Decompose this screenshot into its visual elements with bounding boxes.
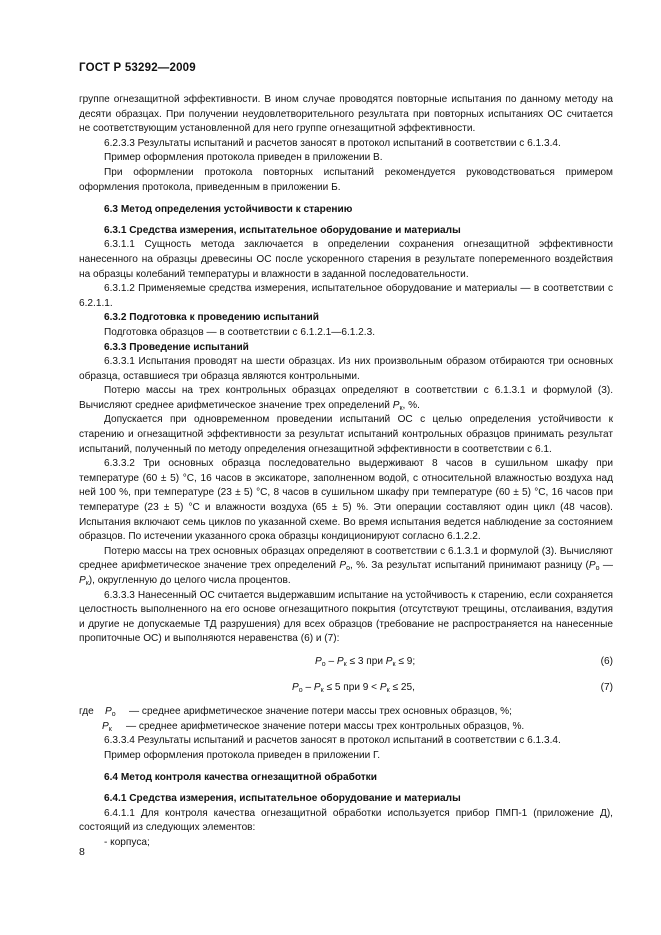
equation-6	[79, 651, 613, 673]
definition-symbol	[105, 705, 116, 720]
document-header: ГОСТ Р 53292—2009	[79, 62, 196, 74]
equation-number: (6)	[600, 655, 613, 667]
subscript-k: к	[386, 686, 390, 694]
text-run: —	[599, 560, 613, 572]
text-run: Потерю массы на трех контрольных образцах определяют в соответствии с 6.1.3.1 и формулой (3). Вычисляют среднее арифметическое значение трех определений	[79, 385, 613, 411]
subscript-k: к	[392, 660, 396, 668]
text-run: , %. За результат испытаний принимают разницу (	[350, 560, 589, 572]
subscript-k: к	[399, 404, 403, 412]
equation-7	[79, 677, 613, 699]
symbol-p: P	[313, 681, 321, 693]
text-run: Потерю массы на трех основных образцах определяют в соответствии с 6.1.3.1 и формулой (3). Вычисляют среднее арифметическое значение трех определений	[79, 545, 613, 572]
text-run: ≤ 9;	[395, 655, 416, 667]
symbol-p: P	[379, 681, 387, 693]
text-run: –	[302, 681, 314, 693]
definition-row	[79, 720, 613, 735]
definition-text: — среднее арифметическое значение потери массы трех контрольных образцов, %.	[126, 720, 525, 732]
equation-expression	[292, 681, 415, 696]
text-run: , %.	[402, 399, 420, 411]
subsection-heading-6-3-1: 6.3.1 Средства измерения, испытательное оборудование и материалы	[104, 224, 461, 236]
paragraph: При оформлении протокола повторных испытаний рекомендуется руководствоваться примером оформления протокола, приведенным в приложении Б.	[79, 166, 613, 193]
subscript-k: к	[343, 660, 347, 668]
subsection-heading-6-4-1: 6.4.1 Средства измерения, испытательное оборудование и материалы	[104, 792, 461, 804]
page-number: 8	[79, 846, 85, 858]
subsection-heading-6-3-3: 6.3.3 Проведение испытаний	[104, 341, 249, 353]
subscript-k: к	[85, 580, 89, 587]
symbol-p: P	[292, 681, 299, 693]
paragraph: 6.4.1.1 Для контроля качества огнезащитной обработки используется прибор ПМП-1 (приложение Д), состоящий из следующих элементов:	[79, 807, 613, 834]
paragraph	[79, 384, 613, 413]
paragraph: 6.3.1.2 Применяемые средства измерения, испытательное оборудование и материалы — в соответствии с 6.2.1.1.	[79, 283, 613, 309]
definition-row	[79, 705, 613, 720]
text-run: ≤ 5 при 9 <	[323, 681, 380, 693]
section-heading-6-4: 6.4 Метод контроля качества огнезащитной обработки	[104, 772, 377, 784]
paragraph: 6.3.1.1 Сущность метода заключается в определении сохранения огнезащитной эффективности нанесенного на образцы древесины ОС после ускоренного старения в результате попеременного воздействия на образцы колебаний температуры и влажности в заданной последовательности.	[79, 239, 613, 280]
page-content	[79, 93, 613, 850]
paragraph: Допускается при одновременном проведении испытаний ОС с целью определения устойчивости к старению и огнезащитной эффективности за результат испытаний контрольных образцов принимать результат испытаний, полученный по методу определения огнезащитной эффективности в соответствии с 6.1.	[79, 414, 613, 455]
paragraph	[79, 545, 613, 589]
text-run: ), округленную до целого числа процентов.	[88, 575, 291, 586]
symbol-p: P	[336, 655, 344, 667]
symbol-p: P	[315, 655, 322, 667]
paragraph: группе огнезащитной эффективности. В ином случае проводятся повторные испытания по данному методу на десяти образцах. При получении неудовлетворительного результата при повторных испытаниях ОС считается не соответствующим установленной для него группе огнезащитной эффективности.	[79, 94, 613, 135]
subscript-o: о	[346, 565, 350, 573]
subscript-o: о	[595, 565, 600, 573]
subscript-o: о	[321, 660, 326, 668]
symbol-p: P	[392, 399, 400, 411]
symbol-p: P	[79, 575, 86, 586]
symbol-p: P	[102, 720, 109, 732]
paragraph: 6.3.3.4 Результаты испытаний и расчетов заносят в протокол испытаний в соответствии с 6.1.3.4.	[104, 735, 561, 747]
subsection-heading-6-3-2: 6.3.2 Подготовка к проведению испытаний	[104, 312, 319, 324]
definition-symbol	[102, 720, 112, 735]
section-heading-6-3: 6.3 Метод определения устойчивости к старению	[104, 204, 353, 216]
list-item: - корпуса;	[104, 836, 150, 848]
paragraph: Пример оформления протокола приведен в приложении В.	[104, 152, 383, 164]
equation-expression	[315, 655, 415, 670]
definition-text: — среднее арифметическое значение потери массы трех основных образцов, %;	[129, 705, 512, 717]
symbol-p: P	[385, 655, 393, 667]
subscript-o: о	[111, 710, 116, 718]
definitions	[79, 705, 613, 734]
equation-number: (7)	[600, 681, 613, 693]
text-run: –	[325, 655, 337, 667]
text-run: ≤ 3 при	[346, 655, 386, 667]
where-label: где	[79, 705, 94, 717]
symbol-p: P	[588, 560, 596, 572]
paragraph: 6.2.3.3 Результаты испытаний и расчетов заносят в протокол испытаний в соответствии с 6.1.3.4.	[104, 137, 561, 149]
paragraph: Подготовка образцов — в соответствии с 6.1.2.1—6.1.2.3.	[104, 326, 376, 338]
symbol-p: P	[339, 560, 347, 572]
paragraph: Пример оформления протокола приведен в приложении Г.	[104, 749, 381, 761]
paragraph: 6.3.3.1 Испытания проводят на шести образцах. Из них произвольным образом отбираются три основных образца, оставшиеся три образца являются контрольными.	[79, 356, 613, 382]
paragraph: 6.3.3.3 Нанесенный ОС считается выдержавшим испытание на устойчивость к старению, если сохраняется целостность выполненного на его основе огнезащитного покрытия (отсутствуют трещины, отслаивания, вздутия и другие не допускаемые ТД разрушения) для всех образцов (требование не распространяется на нанесенные пропиточные ОС) и выполняются неравенства (6) и (7):	[79, 589, 613, 645]
subscript-k: к	[108, 725, 112, 733]
symbol-p: P	[105, 705, 112, 717]
subscript-k: к	[320, 686, 324, 694]
paragraph: 6.3.3.2 Три основных образца последовательно выдерживают 8 часов в сушильном шкафу при температуре (60 ± 5) °С, 16 часов в эксикаторе, заполненном водой, с относительной влажностью воздуха над ней 100 %, при температуре (23 ± 5) °С, 8 часов в сушильном шкафу при температуре (60 ± 5) °С, 16 часов при температуре (23 ± 5) °С и влажности воздуха (65 ± 5) %. Эти операции составляют один цикл (48 часов). Испытания включают семь циклов по указанной схеме. Во время испытания ведется наблюдение за состоянием образцов. По истечении указанного срока образцы кондиционируют согласно 6.1.2.2.	[79, 458, 613, 543]
subscript-o: о	[298, 686, 303, 694]
text-run: ≤ 25,	[389, 681, 415, 693]
